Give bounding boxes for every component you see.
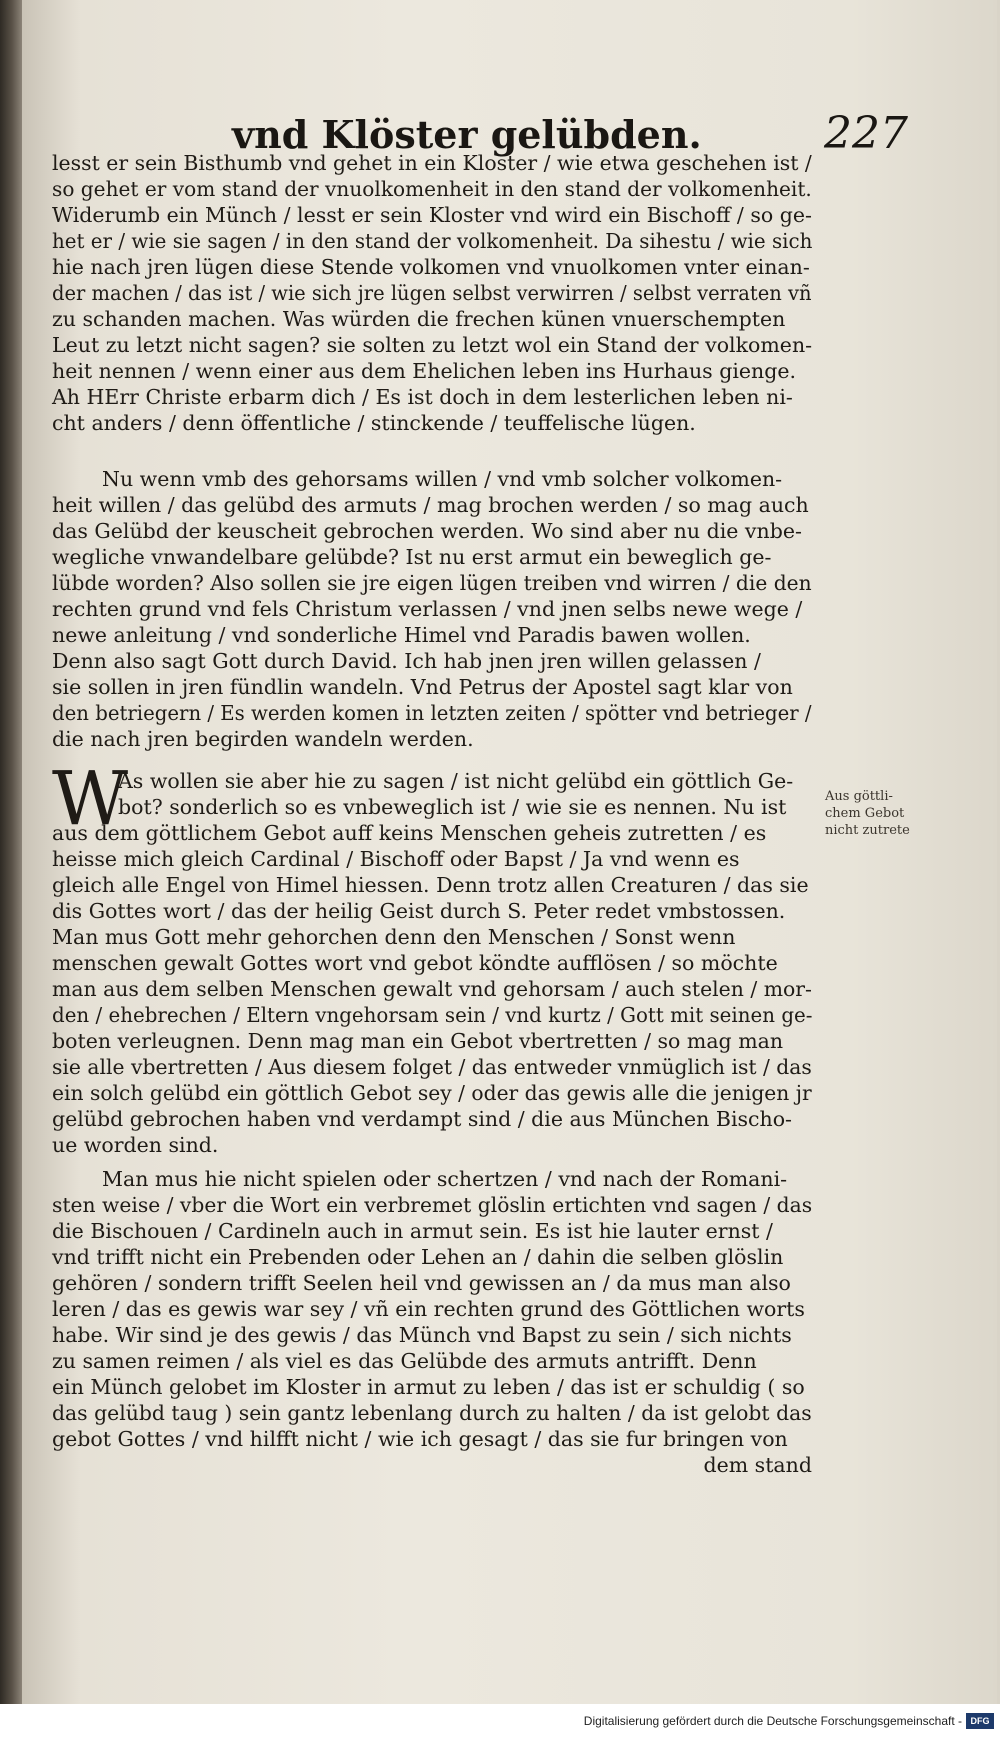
text-line: gleich alle Engel von Himel hiessen. Denn trotz allen Creaturen / das sie	[52, 873, 809, 897]
footer-bar	[0, 1704, 1000, 1738]
text-line: zu schanden machen. Was würden die frechen künen vnuerschempten	[52, 307, 786, 331]
text-line: gelübd gebrochen haben vnd verdampt sind / die aus München Bischo-	[52, 1107, 792, 1131]
drop-capital: W	[52, 756, 129, 842]
text-line: heit willen / das gelübd des armuts / mag brochen werden / so mag auch	[52, 493, 809, 517]
text-line: gebot Gottes / vnd hilfft nicht / wie ich gesagt / das sie fur bringen von	[52, 1427, 788, 1451]
text-line: cht anders / denn öffentliche / stinckende / teuffelische lügen.	[52, 411, 696, 435]
text-line: den betriegern / Es werden komen in letzten zeiten / spötter vnd betrieger /	[52, 701, 812, 725]
paragraph-1	[52, 150, 812, 436]
text-line: zu samen reimen / als viel es das Gelübde des armuts antrifft. Denn	[52, 1349, 757, 1373]
dfg-logo: DFG	[966, 1713, 994, 1729]
text-line: die nach jren begirden wandeln werden.	[52, 727, 474, 751]
text-line: der machen / das ist / wie sich jre lügen selbst verwirren / selbst verraten vñ	[52, 281, 812, 305]
text-line: das gelübd taug ) sein gantz lebenlang durch zu halten / da ist gelobt das	[52, 1401, 812, 1425]
text-line: ein Münch gelobet im Kloster in armut zu leben / das ist er schuldig ( so	[52, 1375, 805, 1399]
text-line: leren / das es gewis war sey / vñ ein rechten grund des Göttlichen worts	[52, 1297, 805, 1321]
text-line: boten verleugnen. Denn mag man ein Gebot vbertretten / so mag man	[52, 1029, 784, 1053]
text-line: lübde worden? Also sollen sie jre eigen lügen treiben vnd wirren / die den	[52, 571, 812, 595]
text-line: sie sollen in jren fündlin wandeln. Vnd Petrus der Apostel sagt klar von	[52, 675, 793, 699]
book-spine	[0, 0, 22, 1704]
page-number: 227	[824, 108, 908, 159]
text-line: As wollen sie aber hie zu sagen / ist nicht gelübd ein göttlich Ge-	[118, 769, 794, 793]
text-line: habe. Wir sind je des gewis / das Münch vnd Bapst zu sein / sich nichts	[52, 1323, 792, 1347]
text-line: die Bischouen / Cardineln auch in armut sein. Es ist hie lauter ernst /	[52, 1219, 773, 1243]
text-line: Man mus hie nicht spielen oder schertzen / vnd nach der Romani-	[102, 1167, 788, 1191]
text-line: lesst er sein Bisthumb vnd gehet in ein Kloster / wie etwa geschehen ist /	[52, 151, 812, 175]
paragraph-2	[52, 466, 812, 752]
text-line: ein solch gelübd ein göttlich Gebot sey / oder das gewis alle die jenigen jr	[52, 1081, 812, 1105]
text-line: rechten grund vnd fels Christum verlassen / vnd jnen selbs newe wege /	[52, 597, 803, 621]
text-line: Leut zu letzt nicht sagen? sie solten zu letzt wol ein Stand der volkomen-	[52, 333, 813, 357]
text-line: dis Gottes wort / das der heilig Geist durch S. Peter redet vmbstossen.	[52, 899, 786, 923]
paragraph-3	[52, 768, 812, 1158]
text-line: man aus dem selben Menschen gewalt vnd gehorsam / auch stelen / mor-	[52, 977, 812, 1001]
text-line: den / ehebrechen / Eltern vngehorsam sein / vnd kurtz / Gott mit seinen ge-	[52, 1003, 813, 1027]
text-line: heisse mich gleich Cardinal / Bischoff oder Bapst / Ja vnd wenn es	[52, 847, 740, 871]
text-line: sten weise / vber die Wort ein verbremet glöslin ertichten vnd sagen / das	[52, 1193, 813, 1217]
funding-credit: Digitalisierung gefördert durch die Deutsche Forschungsgemeinschaft -	[583, 1714, 962, 1728]
text-line: heit nennen / wenn einer aus dem Ehelichen leben ins Hurhaus gienge.	[52, 359, 797, 383]
text-line: ue worden sind.	[52, 1133, 219, 1157]
text-line: Man mus Gott mehr gehorchen denn den Menschen / Sonst wenn	[52, 925, 736, 949]
text-line: so gehet er vom stand der vnuolkomenheit in den stand der volkomenheit.	[52, 177, 812, 201]
text-line: vnd trifft nicht ein Prebenden oder Lehen an / dahin die selben glöslin	[52, 1245, 784, 1269]
marginal-note-line: Aus göttli-	[825, 789, 893, 804]
marginal-note-line: chem Gebot	[825, 806, 905, 821]
text-line: gehören / sondern trifft Seelen heil vnd gewissen an / da mus man also	[52, 1271, 791, 1295]
text-line: Nu wenn vmb des gehorsams willen / vnd vmb solcher volkomen-	[102, 467, 783, 491]
text-line: newe anleitung / vnd sonderliche Himel vnd Paradis bawen wollen.	[52, 623, 751, 647]
text-line: bot? sonderlich so es vnbeweglich ist / wie sie es nennen. Nu ist	[118, 795, 787, 819]
text-line: Widerumb ein Münch / lesst er sein Kloster vnd wird ein Bischoff / so ge-	[52, 203, 812, 227]
text-line: menschen gewalt Gottes wort vnd gebot köndte aufflösen / so möchte	[52, 951, 778, 975]
marginal-note-line: nicht zutrete	[825, 823, 910, 838]
text-line: das Gelübd der keuscheit gebrochen werden. Wo sind aber nu die vnbe-	[52, 519, 802, 543]
text-line: wegliche vnwandelbare gelübde? Ist nu erst armut ein beweglich ge-	[52, 545, 772, 569]
running-head: vnd Klöster gelübden.	[232, 112, 702, 157]
text-line: aus dem göttlichem Gebot auff keins Menschen geheis zutretten / es	[52, 821, 767, 845]
text-line: Ah HErr Christe erbarm dich / Es ist doch in dem lesterlichen leben ni-	[52, 385, 793, 409]
catchword: dem stand	[703, 1453, 812, 1477]
text-line: hie nach jren lügen diese Stende volkomen vnd vnuolkomen vnter einan-	[52, 255, 810, 279]
text-line: het er / wie sie sagen / in den stand der volkomenheit. Da sihestu / wie sich	[52, 229, 813, 253]
text-line: Denn also sagt Gott durch David. Ich hab jnen jren willen gelassen /	[52, 649, 761, 673]
text-line: sie alle vbertretten / Aus diesem folget / das entweder vnmüglich ist / das	[52, 1055, 812, 1079]
marginal-note	[825, 788, 921, 839]
paper-page	[22, 0, 997, 1704]
paragraph-4	[52, 1166, 812, 1478]
